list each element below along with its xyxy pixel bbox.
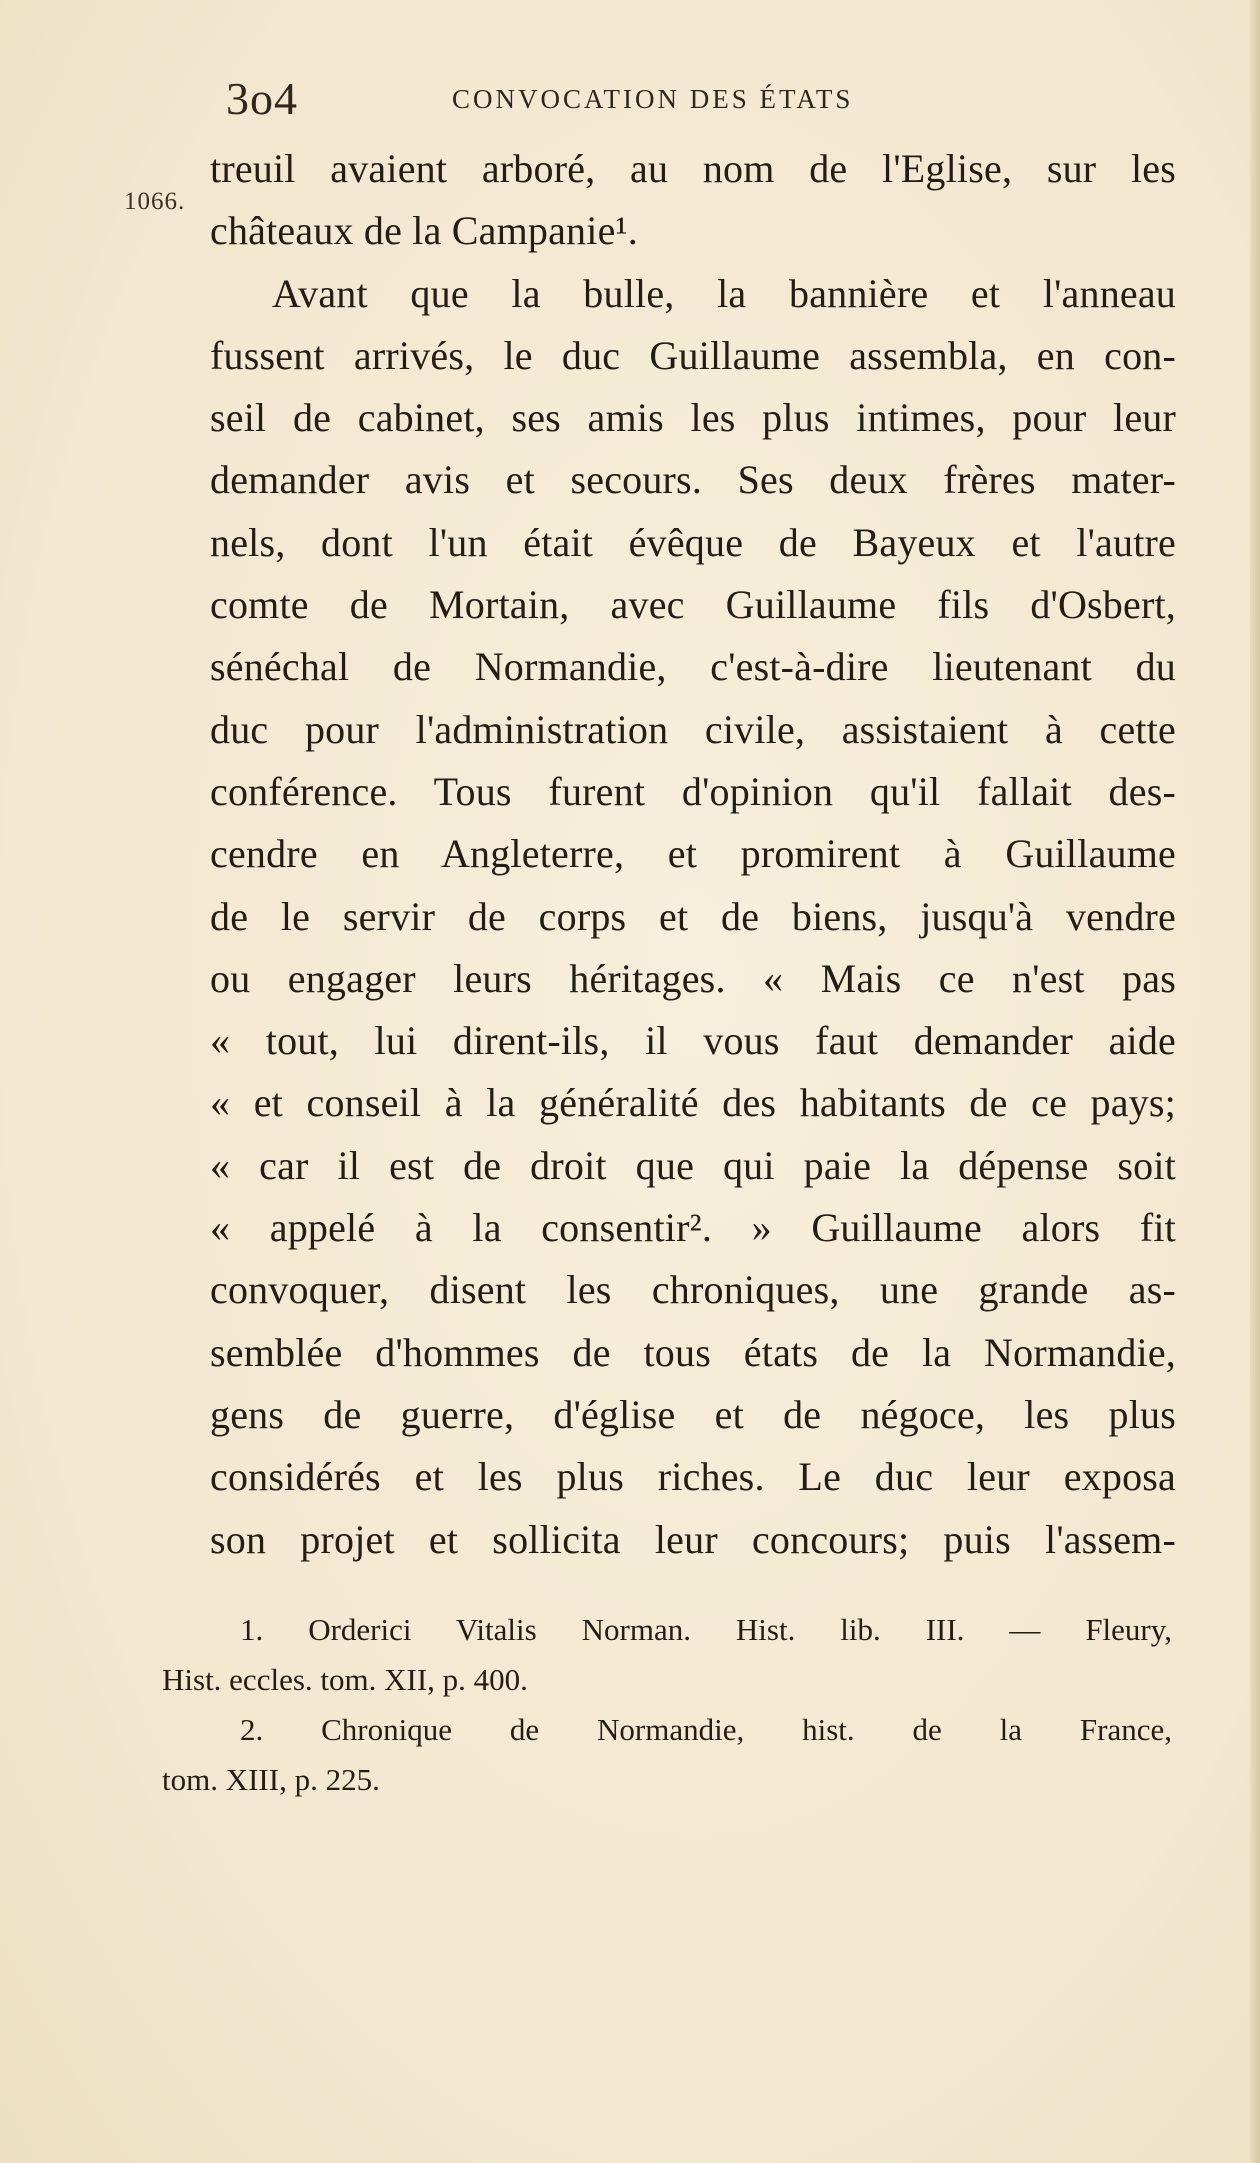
text-line: conférence. Tous furent d'opinion qu'il fallait des-	[210, 768, 1176, 814]
footnote-2: 2. Chronique de Normandie, hist. de la France,	[240, 1712, 1172, 1747]
text-line: duc pour l'administration civile, assistaient à cette	[210, 706, 1176, 752]
paragraph-first-line: Avant que la bulle, la bannière et l'anneau	[272, 270, 1176, 316]
text-line: convoquer, disent les chroniques, une grande as-	[210, 1267, 1176, 1313]
text-line: fussent arrivés, le duc Guillaume assembla, en con-	[210, 332, 1176, 378]
text-line: « appelé à la consentir². » Guillaume alors fit	[210, 1205, 1176, 1251]
text-line: semblée d'hommes de tous états de la Normandie,	[210, 1329, 1176, 1375]
text-line: ou engager leurs héritages. « Mais ce n'est pas	[210, 955, 1176, 1001]
footnotes	[162, 1605, 1172, 1805]
footnote-2-continuation: tom. XIII, p. 225.	[162, 1762, 380, 1797]
text-line: cendre en Angleterre, et promirent à Guillaume	[210, 831, 1176, 877]
text-line: de le servir de corps et de biens, jusqu'à vendre	[210, 893, 1176, 939]
text-line: son projet et sollicita leur concours; puis l'assem-	[210, 1516, 1176, 1562]
text-line: châteaux de la Campanie¹.	[210, 208, 638, 254]
text-line: demander avis et secours. Ses deux frères mater-	[210, 457, 1176, 503]
running-title: CONVOCATION DES ÉTATS	[452, 84, 854, 114]
text-line: « car il est de droit que qui paie la dépense soit	[210, 1142, 1176, 1188]
text-line: considérés et les plus riches. Le duc leur exposa	[210, 1454, 1176, 1500]
body-text	[210, 138, 1176, 1571]
page-number: 3o4	[226, 73, 298, 124]
page-edge	[1250, 0, 1260, 2163]
text-line: « tout, lui dirent-ils, il vous faut demander aide	[210, 1018, 1176, 1064]
text-line: gens de guerre, d'église et de négoce, les plus	[210, 1391, 1176, 1437]
margin-year-note: 1066.	[124, 188, 186, 215]
text-line: treuil avaient arboré, au nom de l'Eglise, sur les	[210, 146, 1176, 191]
text-line: nels, dont l'un était évêque de Bayeux et l'autre	[210, 519, 1176, 565]
page-header	[222, 70, 1172, 130]
text-line: seil de cabinet, ses amis les plus intimes, pour leur	[210, 395, 1176, 441]
text-line: comte de Mortain, avec Guillaume fils d'Osbert,	[210, 582, 1176, 628]
text-line: « et conseil à la généralité des habitants de ce pays;	[210, 1080, 1176, 1126]
footnote-1: 1. Orderici Vitalis Norman. Hist. lib. III. — Fleury,	[240, 1612, 1172, 1647]
text-line: sénéchal de Normandie, c'est-à-dire lieutenant du	[210, 644, 1176, 690]
footnote-1-continuation: Hist. eccles. tom. XII, p. 400.	[162, 1662, 528, 1697]
